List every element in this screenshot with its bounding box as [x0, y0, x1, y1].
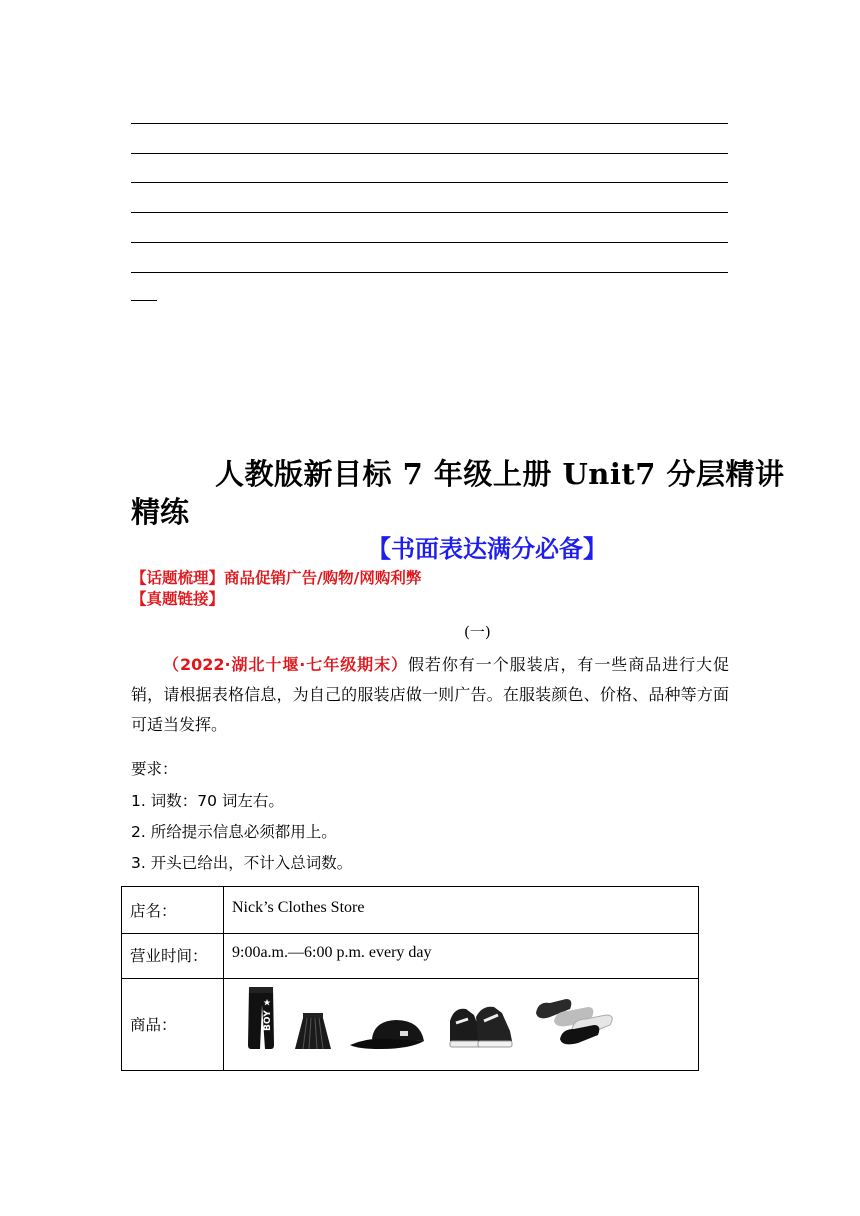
- hours-label: 营业时间：: [122, 934, 224, 979]
- prompt-text: 假若你有一个服装店，有一些商品进行大促销，请根据表格信息，为自己的服装店做一则广告。在服装颜色、价格、品种等方面可适当发挥。: [131, 655, 729, 734]
- answer-line-end: [131, 300, 157, 301]
- requirement-item: 3. 开头已给出，不计入总词数。: [131, 854, 353, 872]
- document-title: 人教版新目标 7 年级上册 Unit7 分层精讲: [215, 457, 785, 491]
- requirement-item: 1. 词数：70 词左右。: [131, 792, 284, 810]
- goods-images: [224, 979, 699, 1071]
- goods-label: 商品：: [122, 979, 224, 1071]
- store-name-label: 店名：: [122, 887, 224, 934]
- section-number: (一): [464, 623, 491, 641]
- answer-line: [131, 123, 728, 124]
- socks-icon: [534, 995, 616, 1051]
- answer-line: [131, 242, 728, 243]
- document-title-continued: 精练: [131, 495, 190, 529]
- pants-print: BOY: [263, 1010, 273, 1031]
- answer-line: [131, 272, 728, 273]
- requirement-item: 2. 所给提示信息必须都用上。: [131, 823, 337, 841]
- answer-line: [131, 182, 728, 183]
- sneakers-icon: [446, 1001, 516, 1051]
- pants-icon: [246, 985, 276, 1051]
- answer-line: [131, 153, 728, 154]
- answer-line: [131, 212, 728, 213]
- link-heading: 【真题链接】: [131, 590, 225, 608]
- hours-value: 9:00a.m.—6:00 p.m. every day: [224, 934, 699, 979]
- task-prompt: [131, 650, 729, 740]
- section-subtitle: 【书面表达满分必备】: [367, 535, 607, 563]
- question-source: （2022·湖北十堰·七年级期末）: [163, 655, 408, 674]
- cap-icon: [350, 1017, 428, 1051]
- store-info-table: [121, 886, 699, 1071]
- topic-heading: 【话题梳理】商品促销广告/购物/网购利弊: [131, 569, 422, 587]
- skirt-icon: [294, 1011, 332, 1051]
- store-name-value: Nick’s Clothes Store: [224, 887, 699, 934]
- requirements-label: 要求：: [131, 760, 178, 778]
